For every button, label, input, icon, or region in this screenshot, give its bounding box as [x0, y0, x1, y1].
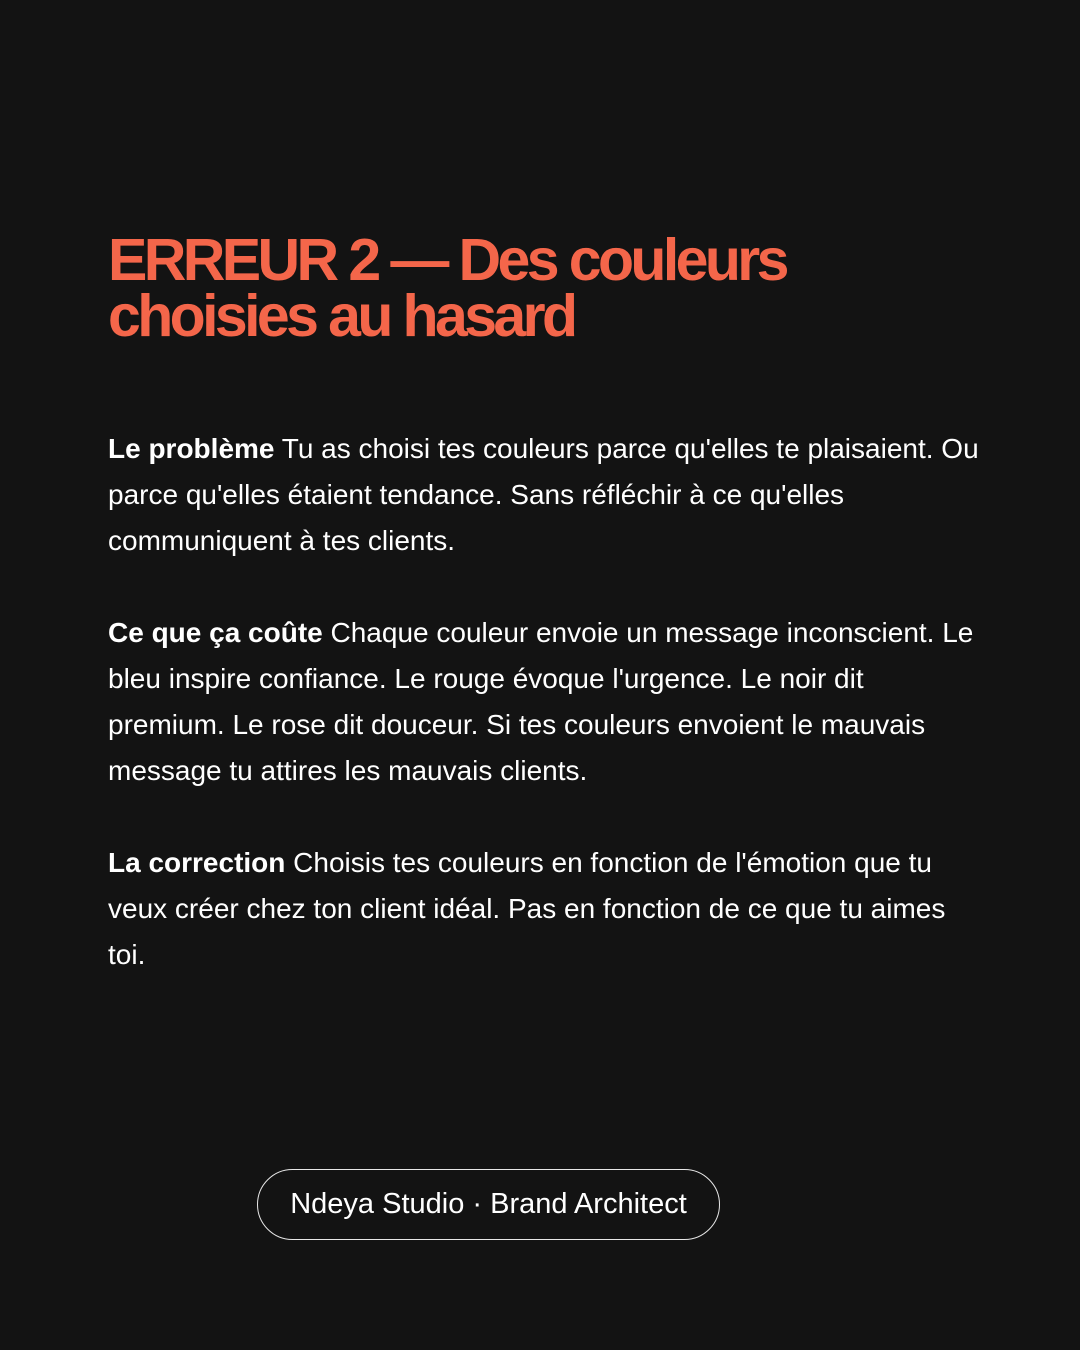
title-line-2: choisies au hasard — [108, 283, 575, 349]
section-correction — [108, 840, 980, 978]
content-body — [108, 426, 980, 1024]
brand-badge-label: Ndeya Studio · Brand Architect — [290, 1188, 687, 1220]
section-text: Chaque couleur envoie un message inconscient. Le bleu inspire confiance. Le rouge évoque l'urgence. Le noir dit premium. Le rose dit douceur. Si tes couleurs envoient le mauvais message tu attires les mauvais clients. — [108, 617, 974, 786]
section-text: Tu as choisi tes couleurs parce qu'elles te plaisaient. Ou parce qu'elles étaient tendance. Sans réfléchir à ce qu'elles communiquent à tes clients. — [108, 433, 979, 556]
section-text: Choisis tes couleurs en fonction de l'émotion que tu veux créer chez ton client idéal. Pas en fonction de ce que tu aimes toi. — [108, 847, 946, 970]
section-cout — [108, 610, 980, 794]
section-probleme — [108, 426, 980, 564]
brand-badge — [257, 1169, 720, 1240]
section-label: La correction — [108, 847, 286, 878]
section-label: Le problème — [108, 433, 275, 464]
slide-title — [108, 227, 968, 349]
section-label: Ce que ça coûte — [108, 617, 323, 648]
title-line-1: ERREUR 2 — Des couleurs — [108, 227, 786, 293]
